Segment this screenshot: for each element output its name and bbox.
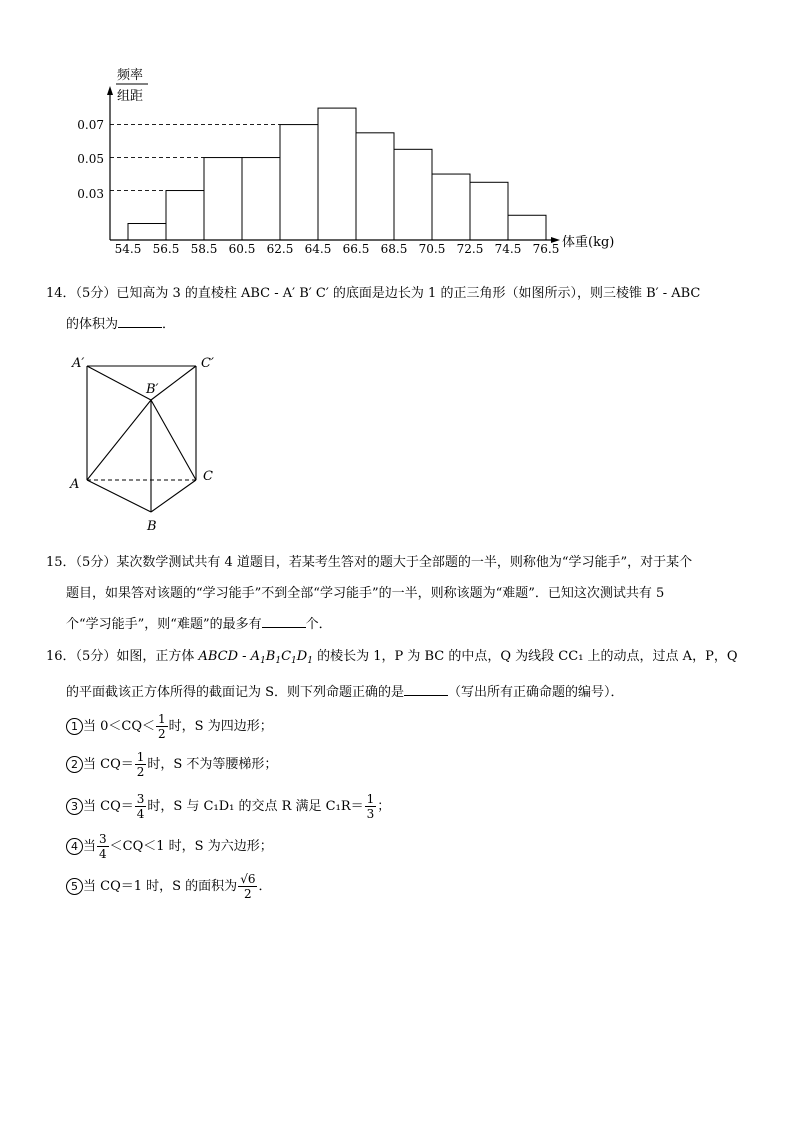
q14-line-2-text: 的体积为 [66,317,119,332]
fraction-denominator: 2 [158,727,166,741]
x-tick-label: 56.5 [152,242,180,256]
option-number: 4 [66,838,83,855]
fraction-numerator: 3 [136,792,145,806]
option-text-end: ＜CQ＜1 时，S 为六边形； [109,839,273,854]
cube-base: ABCD [198,649,239,664]
y-tick-label: 0.03 [77,187,104,201]
option-text-end: 时，S 为四边形； [168,719,273,734]
option-3 [66,792,390,821]
q14-line-2-end: ． [162,317,176,332]
histogram-bar [166,191,204,240]
x-tick-labels [115,242,560,256]
fraction [135,792,147,821]
fraction [97,832,109,861]
x-tick-label: 60.5 [228,242,256,256]
fraction-denominator: 4 [136,807,145,821]
q16-line-1-start: 16．（5分）如图，正方体 [46,649,199,664]
fraction-denominator: 4 [99,847,107,861]
q16-line-2 [46,677,766,708]
option-5 [66,872,271,901]
q16-line-1-mid: 的棱长为 1， [312,649,395,664]
histogram-bar [508,215,546,240]
histogram-bar [204,158,242,240]
x-tick-label: 66.5 [342,242,370,256]
label-c: C [203,469,213,484]
option-number: 5 [66,878,83,895]
y-tick-label: 0.05 [77,152,104,166]
option-text: 当 CQ＝ [83,799,134,814]
q15-line-3 [46,609,766,640]
q15-line-1: 15．（5分）某次数学测试共有 4 道题目，若某考生答对的题大于全部题的一半，则称他为“学习能手”，对于某个 [46,555,693,570]
fraction-numerator: 1 [136,750,145,764]
q14-line-2 [46,309,766,340]
histogram-bar [128,224,166,240]
label-b-prime: B′ [146,382,159,397]
y-axis-arrow [107,86,113,95]
cube-name: ABCD - $A_1B_1C_1D_1$ [198,649,313,666]
fraction-denominator: 3 [366,807,375,821]
edge-b-c [151,480,196,512]
x-tick-label: 76.5 [532,242,560,256]
x-tick-label: 74.5 [494,242,522,256]
option-text-end: ． [258,879,272,894]
q15-line-2: 题目，如果答对该题的“学习能手”不到全部“学习能手”的一半，则称该题为“难题”．已知这次测试共有 5 [66,586,665,601]
histogram-bars [128,108,546,240]
fraction [238,872,257,901]
label-a: A [70,477,80,492]
fraction [156,712,168,741]
edge-a-prime-b-prime [87,366,151,400]
y-tick-label: 0.07 [77,118,104,132]
q16-line-1 [46,641,766,677]
histogram-bar [432,174,470,240]
q14-line-1: 14．（5分）已知高为 3 的直棱柱 ABC - A′ B′ C′ 的底面是边长为 1 的正三角形（如图所示），则三棱锥 B′ - ABC [46,286,701,301]
q16-line-1-rest: P 为 BC 的中点，Q 为线段 CC₁ 上的动点，过点 A，P，Q [394,649,738,664]
option-text: 当 [83,839,97,854]
fraction-numerator: 3 [99,832,107,846]
edge-a-b [87,480,151,512]
x-tick-label: 64.5 [304,242,332,256]
fraction-numerator: 1 [366,792,375,806]
answer-blank [262,615,306,628]
x-tick-label: 72.5 [456,242,484,256]
fraction-denominator: 2 [136,765,145,779]
histogram-bar [280,125,318,240]
option-text: 当 0＜CQ＜ [83,719,156,734]
label-b: B [147,519,157,534]
option-number: 1 [66,718,83,735]
edge-b-prime-c [151,400,196,480]
x-tick-label: 68.5 [380,242,408,256]
histogram-bar [318,108,356,240]
option-number: 3 [66,798,83,815]
x-tick-label: 54.5 [114,242,142,256]
answer-blank [404,683,448,696]
fraction [365,792,377,821]
histogram-bar [356,133,394,240]
option-text: 当 CQ＝ [83,757,134,772]
option-1 [66,712,273,741]
label-c-prime: C′ [201,356,214,371]
option-text-mid: 时，S 与 C₁D₁ 的交点 R 满足 C₁R＝ [147,799,364,814]
option-text-end: 时，S 不为等腰梯形； [147,757,278,772]
x-axis-label: 体重(kg) [562,235,615,250]
fraction-numerator: √6 [240,872,256,886]
option-2 [66,750,277,779]
x-tick-label: 62.5 [266,242,294,256]
y-label-bottom: 组距 [117,89,144,104]
answer-blank [118,315,162,328]
q15-line-3-end: 个． [305,617,332,632]
y-label-top: 频率 [117,68,144,83]
histogram [0,0,794,270]
fraction [135,750,147,779]
edge-b-prime-a [87,400,151,480]
x-tick-label: 58.5 [190,242,218,256]
question-14 [46,278,766,340]
x-tick-label: 70.5 [418,242,446,256]
option-4 [66,832,273,861]
label-a-prime: A′ [72,356,85,371]
option-number: 2 [66,756,83,773]
histogram-bar [394,149,432,240]
fraction-numerator: 1 [158,712,166,726]
q15-line-3-text: 个“学习能手”，则“难题”的最多有 [66,617,262,632]
question-15 [46,547,766,640]
question-16 [46,641,766,708]
fraction-denominator: 2 [244,887,252,901]
option-text: 当 CQ＝1 时，S 的面积为 [83,879,238,894]
prism-figure [60,348,230,538]
option-text-end: ； [377,799,391,814]
q16-line-2-text: 的平面截该正方体所得的截面记为 S．则下列命题正确的是 [66,685,405,700]
histogram-bar [242,158,280,240]
histogram-bar [470,182,508,240]
q16-line-2-end: （写出所有正确命题的编号）． [448,685,624,700]
